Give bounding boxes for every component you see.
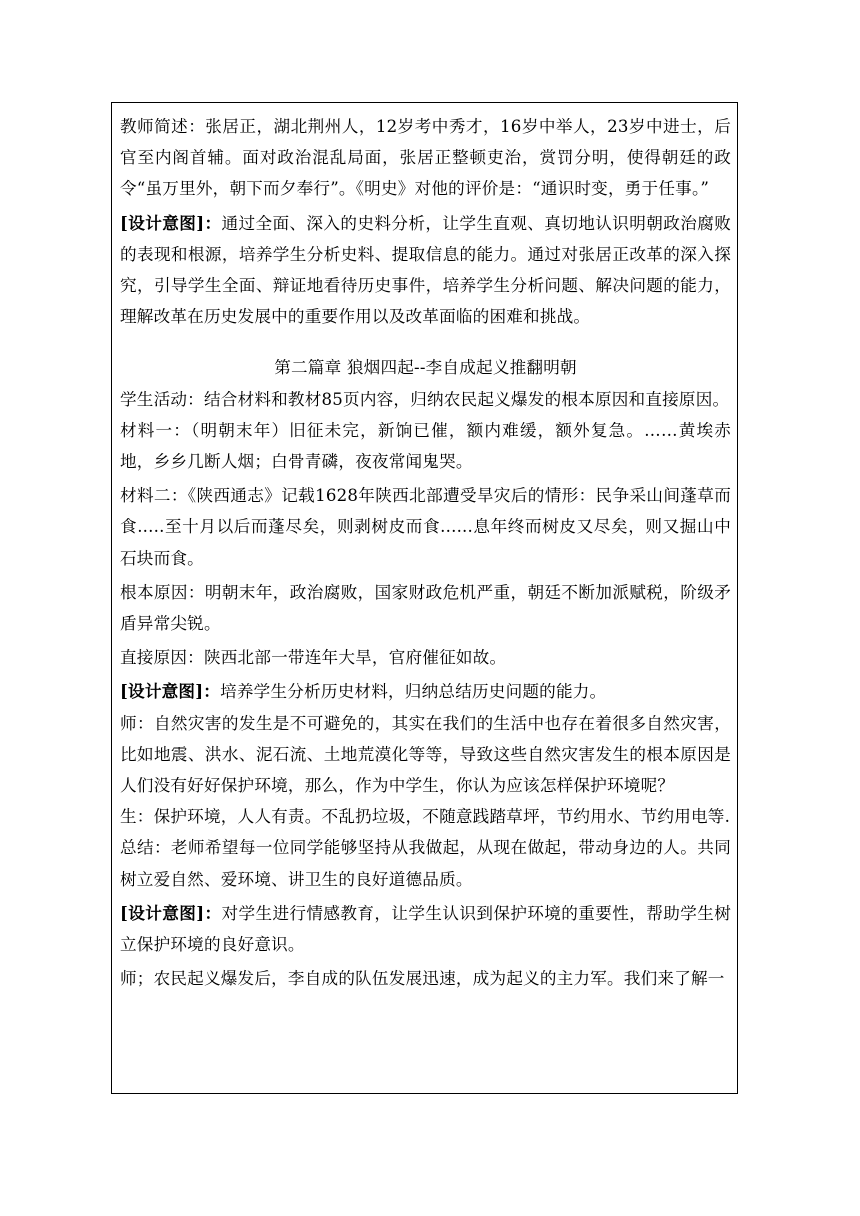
design-intent-text: 对学生进行情感教育，让学生认识到保护环境的重要性，帮助学生树立保护环境的良好意识。: [120, 903, 732, 955]
design-intent-3: [120, 898, 731, 960]
material-two: 材料二：《陕西通志》记载1628年陕西北部遭受旱灾后的情形：民争采山间蓬草而食.....至十月以后而蓬尽矣，则剥树皮而食......息年终而树皮又尽矣，则又掘山中石块而食。: [120, 486, 731, 568]
summary: 总结：老师希望每一位同学能够坚持从我做起，从现在做起，带动身边的人。共同树立爱自然、爱环境、讲卫生的良好道德品质。: [120, 838, 731, 889]
student-activity: 学生活动：结合材料和教材85页内容，归纳农民起义爆发的根本原因和直接原因。: [120, 389, 730, 409]
lesson-content: [120, 111, 731, 994]
teacher-question: 师：自然灾害的发生是不可避免的，其实在我们的生活中也存在着很多自然灾害，比如地震、洪水、泥石流、土地荒漠化等等，导致这些自然灾害发生的根本原因是人们没有好好保护环境，那么，作为中学生，你认为应该怎样保护环境呢？: [120, 713, 731, 796]
design-intent-text: 通过全面、深入的史料分析，让学生直观、真切地认识明朝政治腐败的表现和根源，培养学生分析史料、提取信息的能力。通过对张居正改革的深入探究，引导学生全面、辩证地看待历史事件，培养学生分析问题、解决问题的能力，理解改革在历史发展中的重要作用以及改革面临的困难和挑战。: [120, 213, 732, 327]
teacher-summary: 教师简述：张居正，湖北荆州人，12岁考中秀才，16岁中举人，23岁中进士，后官至内阁首辅。面对政治混乱局面，张居正整顿吏治，赏罚分明，使得朝廷的政令“虽万里外，朝下而夕奉行”。《明史》对他的评价是：“通识时变，勇于任事。”: [120, 117, 731, 199]
design-intent-text: 培养学生分析历史材料，归纳总结历史问题的能力。: [220, 682, 607, 702]
student-answer: 生：保护环境，人人有责。不乱扔垃圾，不随意践踏草坪，节约用水、节约用电等.: [120, 807, 731, 827]
design-intent-label: [设计意图]：: [120, 681, 221, 702]
design-intent-1: [120, 208, 731, 333]
direct-cause: 直接原因：陕西北部一带连年大旱，官府催征如故。: [120, 648, 507, 668]
design-intent-label: [设计意图]：: [120, 902, 222, 923]
lesson-plan-table-cell: [111, 102, 738, 1094]
design-intent-2: [120, 676, 731, 707]
teacher-transition: 师；农民起义爆发后，李自成的队伍发展迅速，成为起义的主力军。我们来了解一: [120, 969, 725, 989]
root-cause: 根本原因：明朝末年，政治腐败，国家财政危机严重，朝廷不断加派赋税，阶级矛盾异常尖锐。: [120, 582, 731, 634]
material-one: 材料一：（明朝末年）旧征未完，新饷已催，额内难缓，额外复急。……黄埃赤地，乡乡几断人烟；白骨青磷，夜夜常闻鬼哭。: [120, 420, 731, 472]
chapter-title: 第二篇章 狼烟四起--李自成起义推翻明朝: [274, 358, 577, 378]
design-intent-label: [设计意图]：: [120, 212, 222, 233]
